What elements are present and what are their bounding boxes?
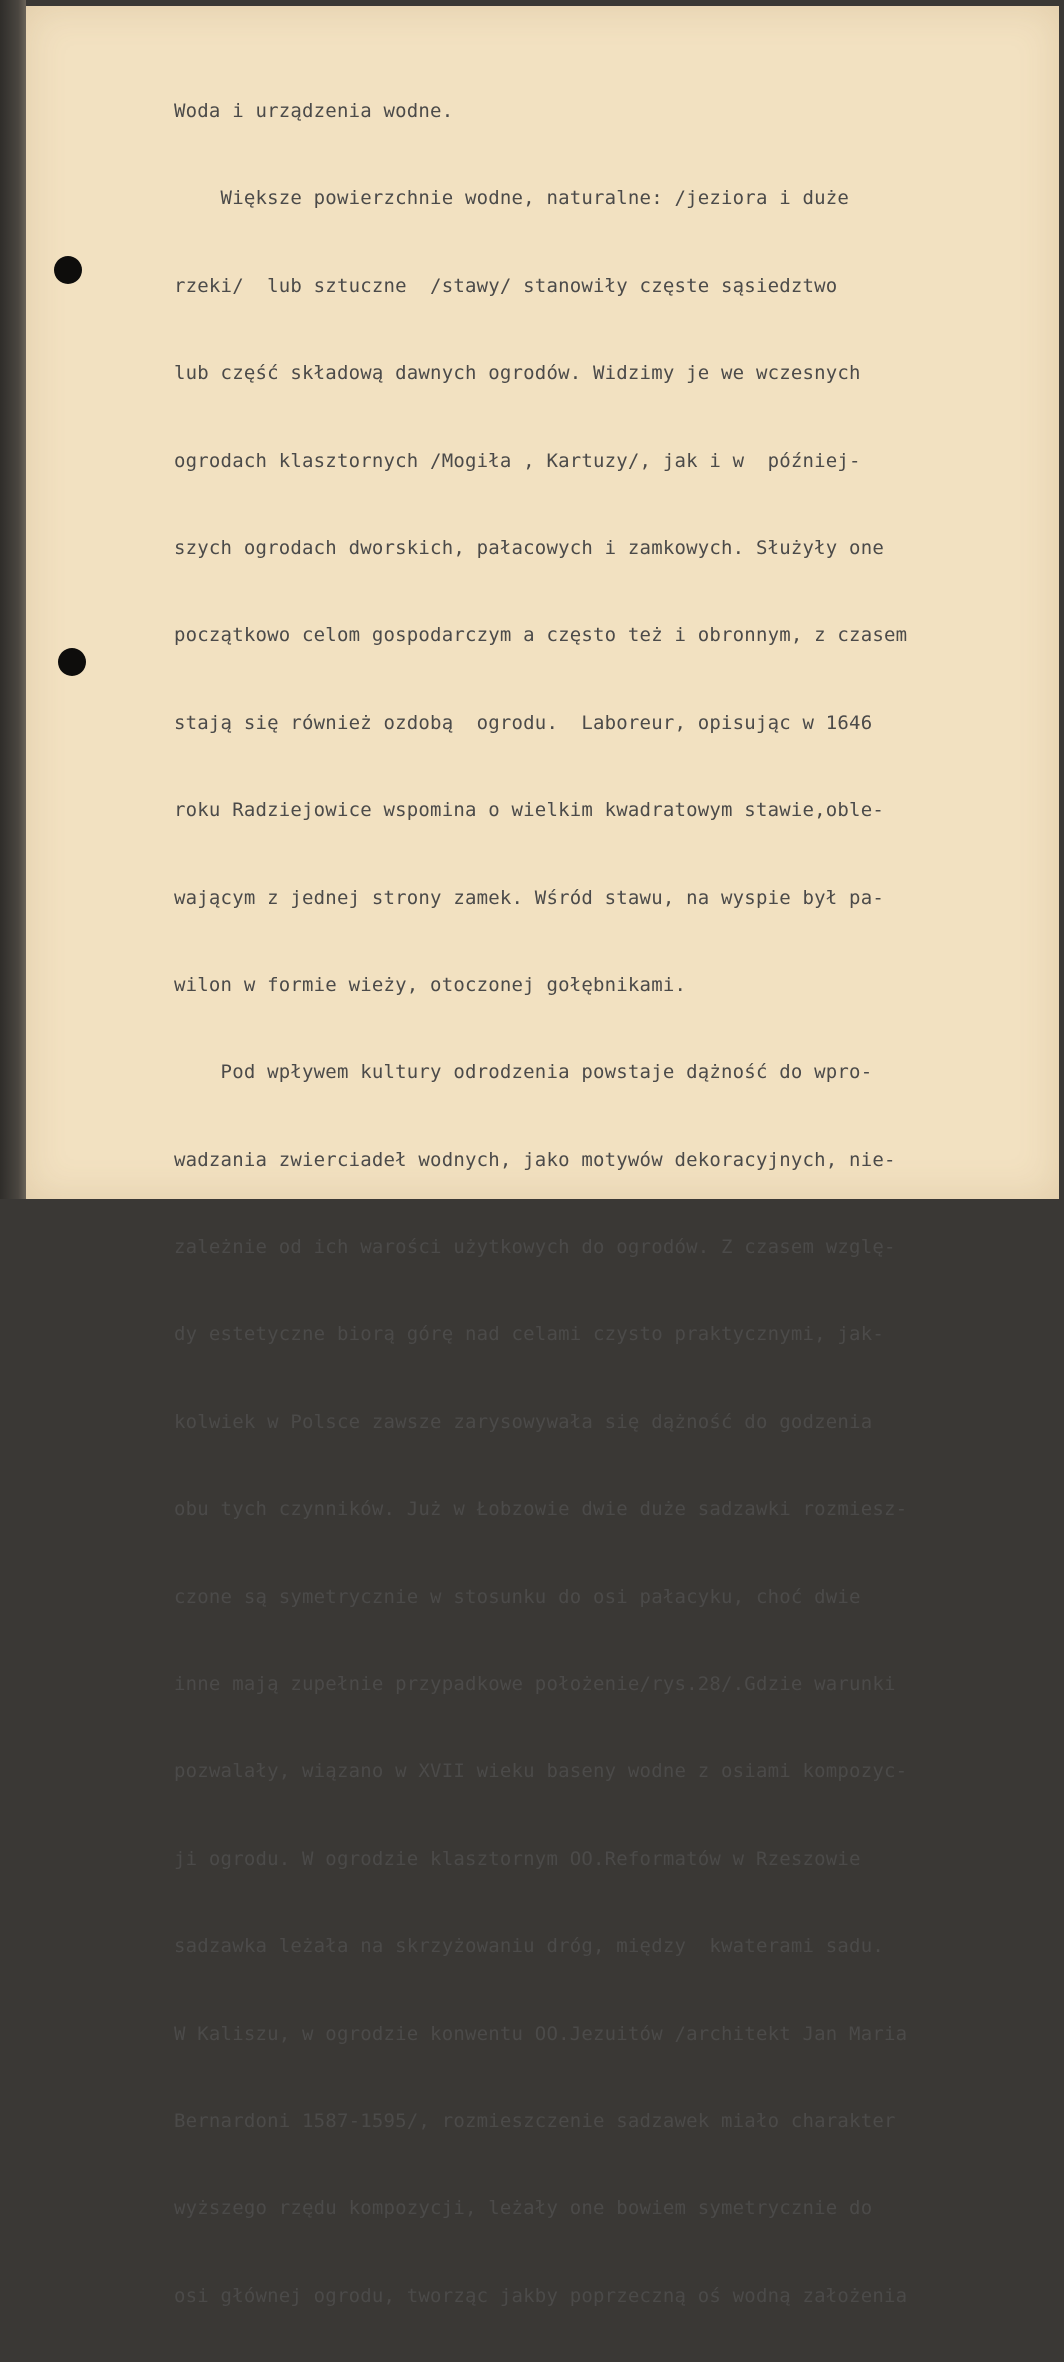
text-line: kolwiek w Polsce zawsze zarysowywała się dążność do godzenia [174, 1410, 873, 1433]
text-line: lub część składową dawnych ogrodów. Widzimy je we wczesnych [174, 362, 861, 385]
scan-left-edge [0, 0, 26, 1199]
text-line: pozwalały, wiązano w XVII wieku baseny wodne z osiami kompozyc- [174, 1760, 908, 1783]
heading-line: Woda i urządzenia wodne. [174, 100, 454, 122]
text-line: Większe powierzchnie wodne, naturalne: /jeziora i duże [174, 187, 850, 210]
text-line: Bernardoni 1587-1595/, rozmieszczenie sadzawek miało charakter [174, 2109, 896, 2132]
text-line: wającym z jednej strony zamek. Wśród stawu, na wyspie był pa- [174, 886, 884, 909]
text-line: początkowo celom gospodarczym a często też i obronnym, z czasem [174, 624, 908, 647]
text-line: stają się również ozdobą ogrodu. Laboreur, opisując w 1646 [174, 711, 873, 734]
text-line: obu tych czynników. Już w Łobzowie dwie duże sadzawki rozmiesz- [174, 1498, 908, 1521]
typewritten-text [174, 46, 1064, 2362]
text-line: ji ogrodu. W ogrodzie klasztornym OO.Reformatów w Rzeszowie [174, 1847, 861, 1870]
text-line: zależnie od ich warości użytkowych do ogrodów. Z czasem wzglę- [174, 1236, 896, 1259]
text-line: osi głównej ogrodu, tworząc jakby poprzeczną oś wodną założenia [174, 2284, 908, 2307]
text-line: wadzania zwierciadeł wodnych, jako motywów dekoracyjnych, nie- [174, 1148, 896, 1171]
text-line: sadzawka leżała na skrzyżowaniu dróg, między kwaterami sadu. [174, 1935, 884, 1958]
document-page [26, 6, 1059, 2307]
text-line: W Kaliszu, w ogrodzie konwentu OO.Jezuitów /architekt Jan Maria [174, 2022, 908, 2045]
text-line: Pod wpływem kultury odrodzenia powstaje dążność do wpro- [174, 1061, 873, 1084]
text-line: ogrodach klasztornych /Mogiła , Kartuzy/, jak i w później- [174, 449, 861, 472]
text-line: szych ogrodach dworskich, pałacowych i zamkowych. Służyły one [174, 536, 884, 559]
punch-hole-upper [54, 256, 82, 284]
text-line: roku Radziejowice wspomina o wielkim kwadratowym stawie,oble- [174, 799, 884, 822]
text-line: wilon w formie wieży, otoczonej gołębnikami. [174, 973, 687, 996]
text-line: wyższego rzędu kompozycji, leżały one bowiem symetrycznie do [174, 2197, 873, 2220]
punch-hole-lower [58, 648, 86, 676]
text-line: rzeki/ lub sztuczne /stawy/ stanowiły częste sąsiedztwo [174, 274, 838, 297]
text-line: inne mają zupełnie przypadkowe położenie/rys.28/.Gdzie warunki [174, 1673, 896, 1696]
text-line: czone są symetrycznie w stosunku do osi pałacyku, choć dwie [174, 1585, 861, 1608]
text-line: dy estetyczne biorą górę nad celami czysto praktycznymi, jak- [174, 1323, 884, 1346]
